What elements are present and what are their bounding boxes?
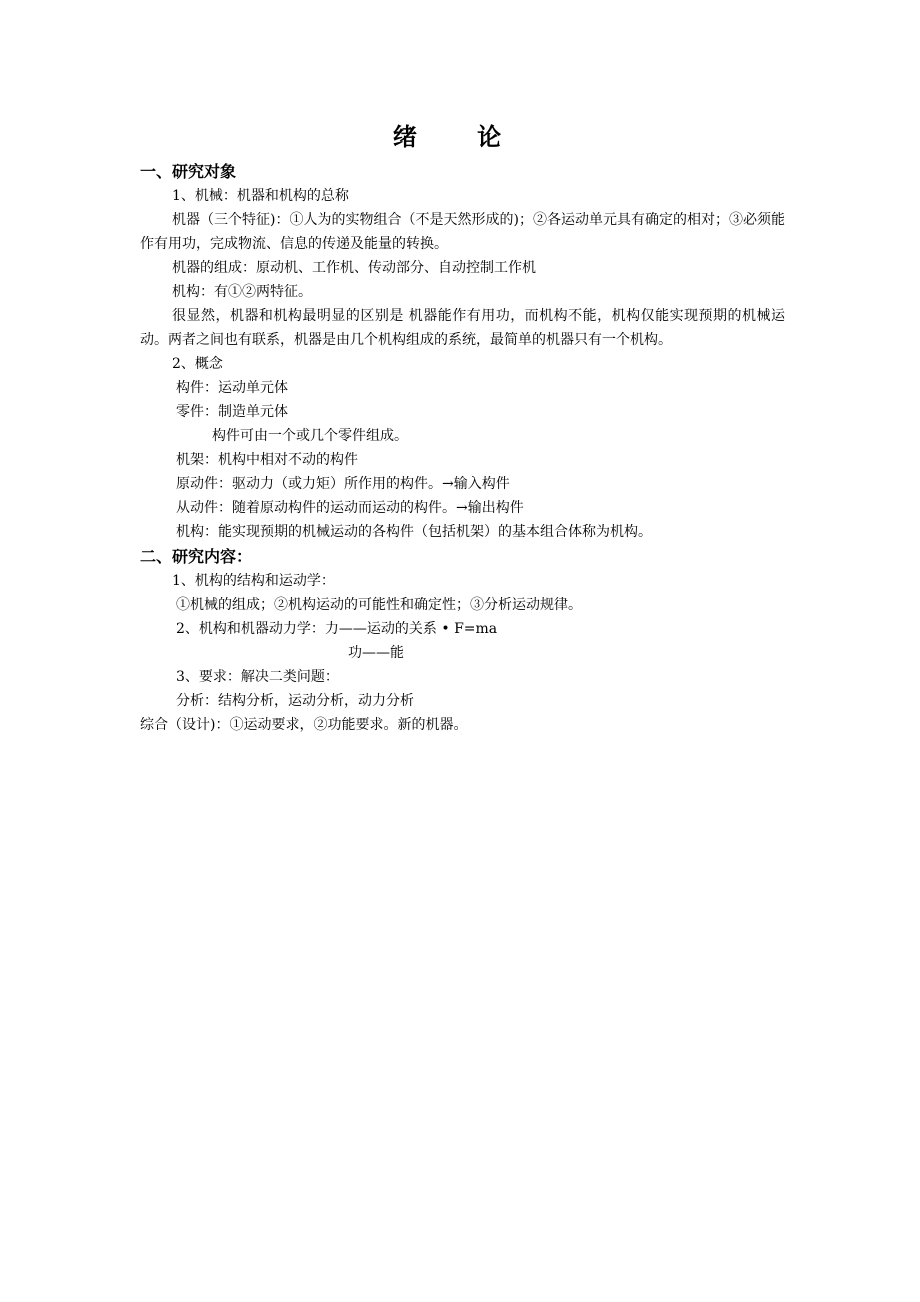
paragraph-frame-definition: 机架：机构中相对不动的构件 [176, 452, 358, 468]
paragraph-component-definition: 构件：运动单元体 [176, 380, 288, 396]
paragraph-requirements: 3、要求：解决二类问题： [176, 669, 339, 685]
paragraph-machine-composition: 机器的组成：原动机、工作机、传动部分、自动控制工作机 [172, 260, 536, 276]
paragraph-work-energy: 功——能 [348, 645, 404, 661]
paragraph-driven-link: 从动件：随着原动构件的运动而运动的构件。→输出构件 [176, 500, 524, 516]
page-title: 绪 论 [392, 123, 528, 151]
paragraph-mechanism-features: 机构：有①②两特征。 [172, 284, 312, 300]
paragraph-analysis-items: ①机械的组成；②机构运动的可能性和确定性；③分析运动规律。 [176, 597, 582, 613]
paragraph-component-parts: 构件可由一个或几个零件组成。 [212, 428, 408, 444]
section-2-heading: 二、研究内容： [140, 547, 253, 566]
paragraph-machinery-definition: 1、机械：机器和机构的总称 [172, 188, 349, 204]
paragraph-machine-vs-mechanism: 很显然，机器和机构最明显的区别是 机器能作有用功，而机构不能，机构仅能实现预期的机械运动。两者之间也有联系，机器是由几个机构组成的系统，最简单的机器只有一个机构。 [140, 308, 785, 348]
document-body [140, 160, 785, 737]
paragraph-machine-features: 机器（三个特征)：①人为的实物组合（不是天然形成的)；②各运动单元具有确定的相对；③必须能作有用功，完成物流、信息的传递及能量的转换。 [140, 212, 785, 252]
paragraph-mechanism-definition: 机构：能实现预期的机械运动的各构件（包括机架）的基本组合体称为机构。 [176, 524, 652, 540]
paragraph-driving-link: 原动件：驱动力（或力矩）所作用的构件。→输入构件 [176, 476, 510, 492]
paragraph-structure-kinematics: 1、机构的结构和运动学： [172, 573, 335, 589]
paragraph-part-definition: 零件：制造单元体 [176, 404, 288, 420]
paragraph-synthesis: 综合（设计)：①运动要求，②功能要求。新的机器。 [140, 717, 468, 733]
paragraph-analysis-types: 分析：结构分析，运动分析，动力分析 [176, 693, 414, 709]
section-1-heading: 一、研究对象 [140, 162, 237, 181]
paragraph-concepts-heading: 2、概念 [172, 356, 223, 372]
paragraph-dynamics: 2、机构和机器动力学：力——运动的关系 • F=ma [176, 621, 498, 637]
